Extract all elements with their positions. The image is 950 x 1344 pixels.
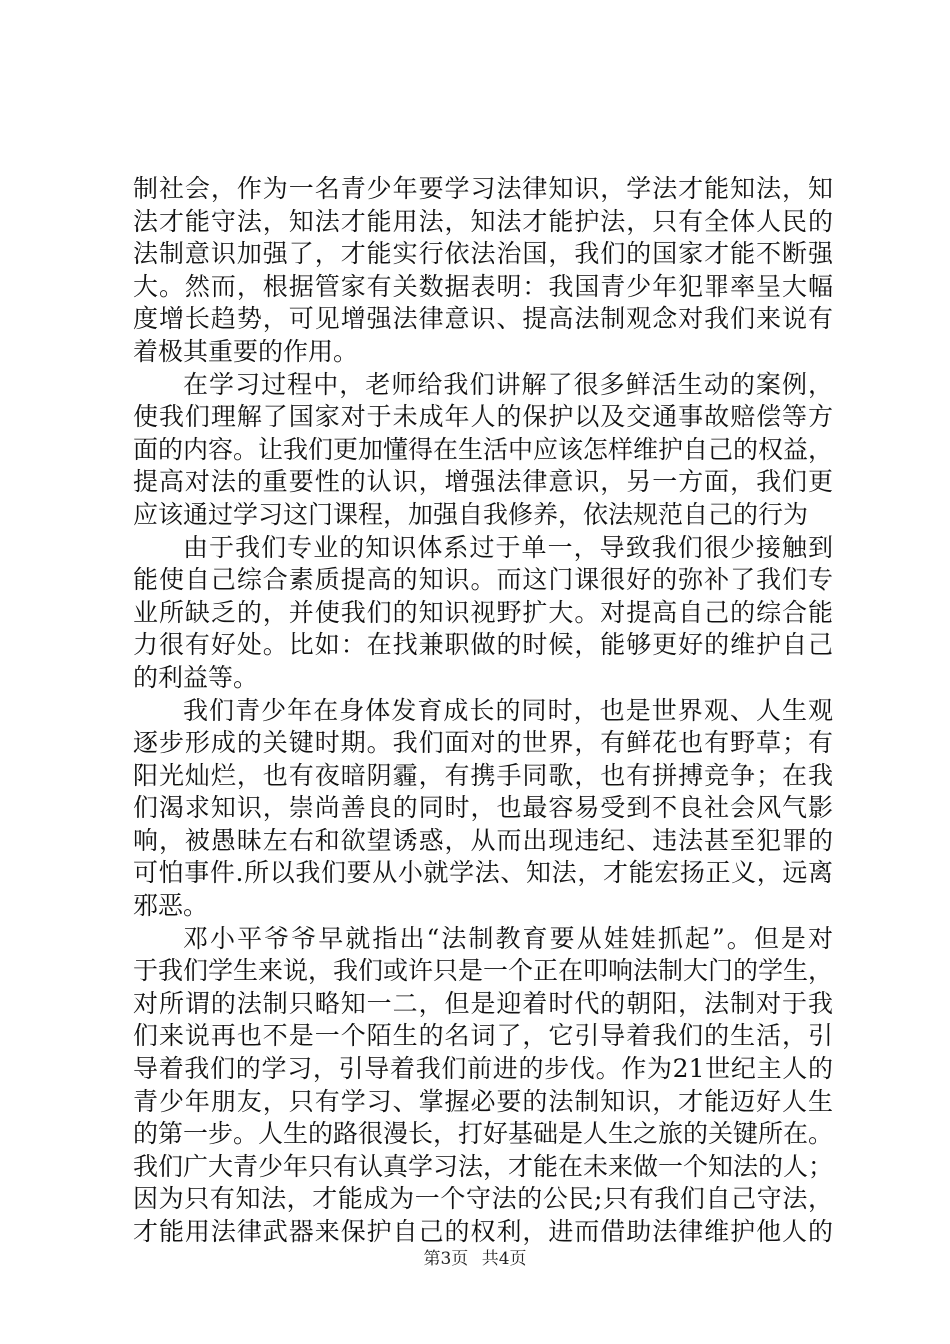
text-line: 法才能守法，知法才能用法，知法才能护法，只有全体人民的 bbox=[133, 206, 833, 236]
text-line: 法制意识加强了，才能实行依法治国，我们的国家才能不断强 bbox=[133, 239, 833, 269]
text-line: 度增长趋势，可见增强法律意识、提高法制观念对我们来说有 bbox=[133, 304, 833, 334]
text-line: 邓小平爷爷早就指出“法制教育要从娃娃抓起”。但是对 bbox=[183, 923, 833, 953]
text-line: 的第一步。人生的路很漫长，打好基础是人生之旅的关键所在。 bbox=[133, 1119, 834, 1149]
text-line: 大。然而，根据管家有关数据表明：我国青少年犯罪率呈大幅 bbox=[133, 271, 833, 301]
text-line: 邪恶。 bbox=[133, 891, 209, 921]
text-line: 提高对法的重要性的认识，增强法律意识，另一方面，我们更 bbox=[133, 467, 833, 497]
paragraph bbox=[133, 532, 833, 695]
text-line: 因为只有知法，才能成为一个守法的公民;只有我们自己守法， bbox=[133, 1184, 833, 1214]
text-line: 青少年朋友，只有学习、掌握必要的法制知识，才能迈好人生 bbox=[133, 1086, 833, 1116]
text-line: 面的内容。让我们更加懂得在生活中应该怎样维护自己的权益， bbox=[133, 434, 834, 464]
text-line: 的利益等。 bbox=[133, 662, 259, 692]
body-text bbox=[133, 173, 833, 1249]
text-line: 才能用法律武器来保护自己的权利，进而借助法律维护他人的 bbox=[133, 1217, 833, 1246]
text-line: 我们青少年在身体发育成长的同时，也是世界观、人生观 bbox=[183, 695, 833, 725]
text-line: 在学习过程中，老师给我们讲解了很多鲜活生动的案例， bbox=[183, 369, 833, 399]
text-line: 应该通过学习这门课程，加强自我修养，依法规范自己的行为 bbox=[133, 499, 809, 529]
text-line: 对所谓的法制只略知一二，但是迎着时代的朝阳，法制对于我 bbox=[133, 988, 833, 1018]
text-line: 导着我们的学习，引导着我们前进的步伐。作为21世纪主人的 bbox=[133, 1054, 833, 1084]
text-line: 着极其重要的作用。 bbox=[133, 336, 359, 366]
paragraph bbox=[133, 923, 833, 1249]
paragraph bbox=[133, 369, 833, 532]
text-line: 业所缺乏的，并使我们的知识视野扩大。对提高自己的综合能 bbox=[133, 597, 833, 627]
page-total: 共4页 bbox=[481, 1249, 527, 1269]
text-line: 制社会，作为一名青少年要学习法律知识，学法才能知法，知 bbox=[133, 174, 833, 203]
text-line: 由于我们专业的知识体系过于单一，导致我们很少接触到 bbox=[183, 532, 833, 562]
text-line: 使我们理解了国家对于未成年人的保护以及交通事故赔偿等方 bbox=[133, 402, 833, 432]
text-line: 力很有好处。比如：在找兼职做的时候，能够更好的维护自己 bbox=[133, 630, 833, 660]
text-line: 们渴求知识，崇尚善良的同时，也最容易受到不良社会风气影 bbox=[133, 793, 833, 823]
page-number: 第3页 bbox=[423, 1249, 469, 1269]
page-footer bbox=[0, 1244, 950, 1269]
paragraph bbox=[133, 695, 833, 923]
text-line: 逐步形成的关键时期。我们面对的世界，有鲜花也有野草；有 bbox=[133, 728, 833, 758]
text-line: 们来说再也不是一个陌生的名词了，它引导着我们的生活，引 bbox=[133, 1021, 833, 1051]
text-line: 响，被愚昧左右和欲望诱惑，从而出现违纪、违法甚至犯罪的 bbox=[133, 825, 833, 855]
text-line: 于我们学生来说，我们或许只是一个正在叩响法制大门的学生， bbox=[133, 956, 834, 986]
text-line: 阳光灿烂，也有夜暗阴霾，有携手同歌，也有拼搏竞争；在我 bbox=[133, 760, 833, 790]
text-line: 能使自己综合素质提高的知识。而这门课很好的弥补了我们专 bbox=[133, 565, 833, 595]
paragraph bbox=[133, 173, 833, 369]
text-line: 可怕事件.所以我们要从小就学法、知法，才能宏扬正义，远离 bbox=[133, 858, 833, 888]
text-line: 我们广大青少年只有认真学习法，才能在未来做一个知法的人； bbox=[133, 1151, 834, 1181]
